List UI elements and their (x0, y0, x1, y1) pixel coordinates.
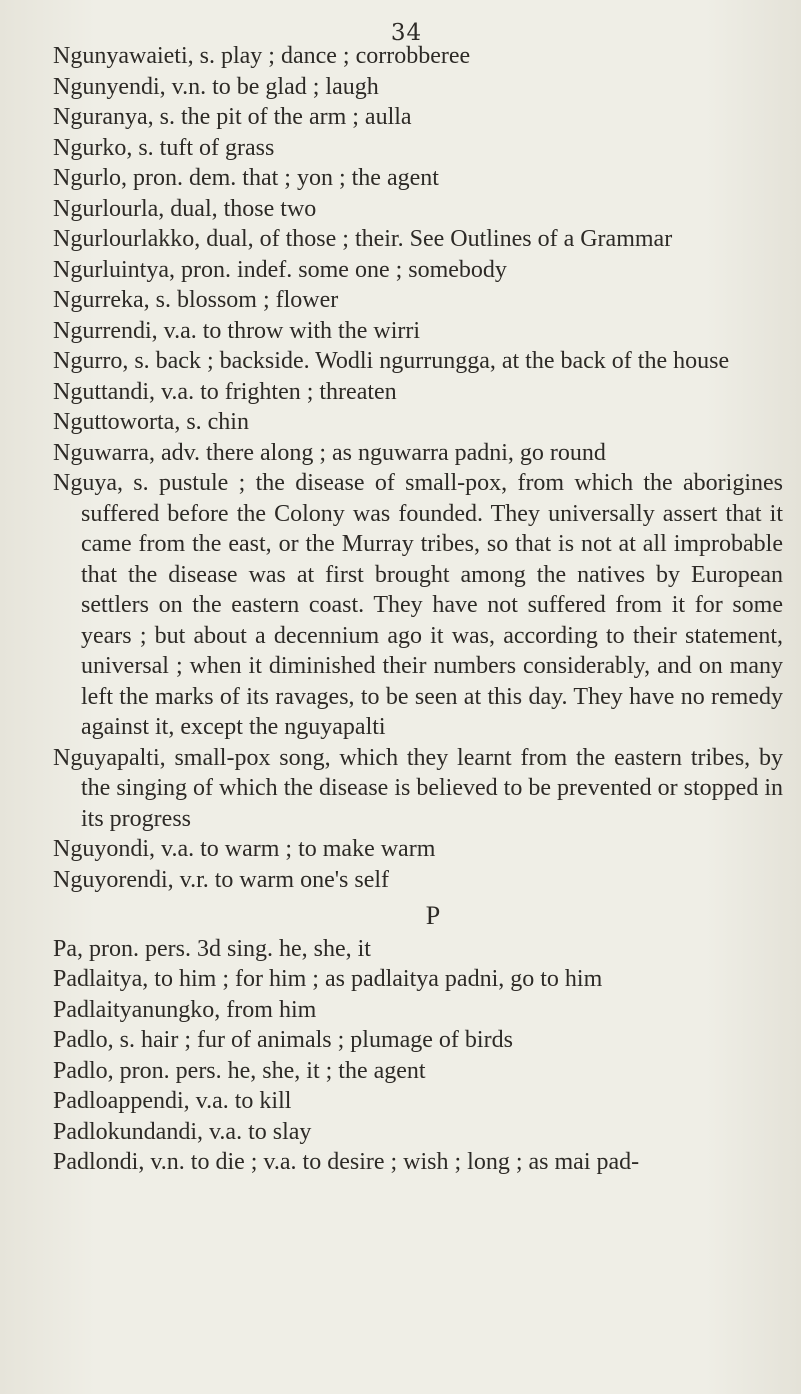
entry-nguyorendi: Nguyorendi, v.r. to warm one's self (53, 866, 390, 893)
entry-nguttoworta: Nguttoworta, s. chin (53, 409, 249, 435)
entry-nguwarra: Nguwarra, adv. there along ; as nguwarra padni, go round (53, 439, 606, 466)
entry-ngurreka: Ngurreka, s. blossom ; flower (53, 287, 339, 313)
entry-padlo-pronoun: Padlo, pron. pers. he, she, it ; the agent (53, 1057, 426, 1084)
entry-nguyondi: Nguyondi, v.a. to warm ; to make warm (53, 836, 436, 862)
section-letter: P (425, 901, 441, 930)
entry-ngurlo: Ngurlo, pron. dem. that ; yon ; the agent (53, 165, 439, 191)
entry-list (53, 41, 783, 1178)
entry-padlaityanungko: Padlaityanungko, from him (53, 996, 317, 1023)
entry-nguttandi: Nguttandi, v.a. to frighten ; threaten (53, 378, 397, 405)
entry-ngurrendi: Ngurrendi, v.a. to throw with the wirri (53, 317, 421, 344)
entry-ngunyawaieti: Ngunyawaieti, s. play ; dance ; corrobberee (53, 43, 471, 69)
entry-ngurluintya: Ngurluintya, pron. indef. some one ; somebody (53, 256, 507, 283)
entry-ngunyendi: Ngunyendi, v.n. to be glad ; laugh (53, 73, 379, 100)
entry-pa: Pa, pron. pers. 3d sing. he, she, it (53, 935, 371, 962)
entry-padloappendi: Padloappendi, v.a. to kill (53, 1088, 292, 1114)
entry-ngurlourlakko: Ngurlourlakko, dual, of those ; their. See Outlines of a Grammar (53, 226, 673, 252)
entry-ngurlourla: Ngurlourla, dual, those two (53, 195, 317, 222)
page-number: 34 (390, 20, 423, 46)
entry-nguranya: Nguranya, s. the pit of the arm ; aulla (53, 104, 412, 130)
entry-padlondi: Padlondi, v.n. to die ; v.a. to desire ; wish ; long ; as mai pad- (53, 1149, 640, 1175)
entry-padlokundandi: Padlokundandi, v.a. to slay (53, 1118, 312, 1145)
entry-nguyapalti: Nguyapalti, small-pox song, which they learnt from the eastern tribes, by the singing of which the disease is believed to be prevented or stopped in its progress (53, 744, 783, 832)
entry-ngurko: Ngurko, s. tuft of grass (53, 134, 275, 161)
entry-padlaitya: Padlaitya, to him ; for him ; as padlaitya padni, go to him (53, 966, 603, 992)
entry-padlo-noun: Padlo, s. hair ; fur of animals ; plumage of birds (53, 1027, 513, 1053)
entry-ngurro: Ngurro, s. back ; backside. Wodli ngurrungga, at the back of the house (53, 348, 730, 374)
entry-nguya: Nguya, s. pustule ; the disease of small-pox, from which the aborigines suffered before the Colony was founded. They universally assert that it came from the east, or the Murray tribes, so that is not at all improbable that the disease was at first brought among the natives by European settlers on the eastern coast. They have not suffered from it for some years ; but about a decennium ago it was, according to their statement, universal ; when it diminished their numbers considerably, and on many left the marks of its ravages, to be seen at this day. They have no remedy against it, except the nguyapalti (53, 470, 783, 740)
